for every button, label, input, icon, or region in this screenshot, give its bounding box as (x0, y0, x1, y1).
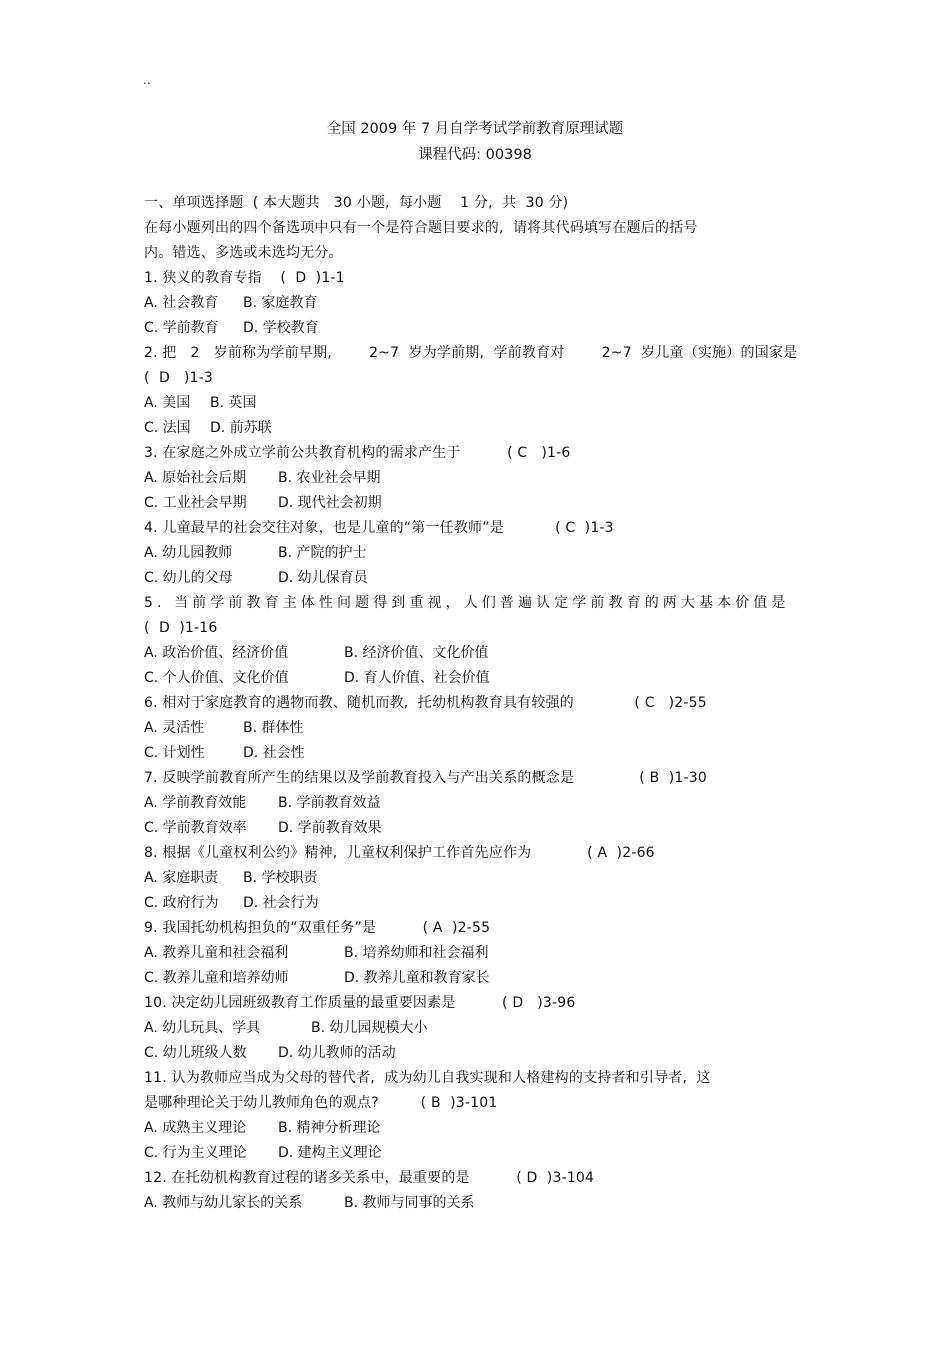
option-a: A. 幼儿园教师 (144, 545, 233, 561)
question-stem-cont: 是哪种理论关于幼儿教师角色的观点? ( B )3-101 (144, 1095, 498, 1111)
option-c: C. 幼儿的父母 (144, 570, 233, 586)
option-c: C. 工业社会早期 (144, 495, 247, 511)
option-a: A. 学前教育效能 (144, 795, 247, 811)
question-stem: 7. 反映学前教育所产生的结果以及学前教育投入与产出关系的概念是 ( B )1-30 (144, 770, 707, 786)
option-b: B. 经济价值、文化价值 (344, 645, 489, 661)
section-instructions: 在每小题列出的四个备选项中只有一个是符合题目要求的, 请将其代码填写在题后的括号 (144, 220, 698, 236)
question-stem: 6. 相对于家庭教育的遇物而教、随机而教, 托幼机构教育具有较强的 ( C )2-55 (144, 695, 707, 711)
option-d: D. 建构主义理论 (278, 1145, 382, 1161)
option-b: B. 农业社会早期 (278, 470, 381, 486)
option-a: A. 政治价值、经济价值 (144, 645, 289, 661)
option-b: B. 教师与同事的关系 (344, 1195, 475, 1211)
option-d: D. 学前教育效果 (278, 820, 382, 836)
option-a: A. 成熟主义理论 (144, 1120, 247, 1136)
question-stem-cont: ( D )1-16 (144, 620, 218, 636)
question-stem: 8. 根据《儿童权利公约》精神, 儿童权利保护工作首先应作为 ( A )2-66 (144, 845, 655, 861)
option-d: D. 学校教育 (243, 320, 319, 336)
option-a: A. 美国 (144, 395, 191, 411)
option-a: A. 原始社会后期 (144, 470, 247, 486)
option-b: B. 产院的护士 (278, 545, 367, 561)
option-a: A. 教师与幼儿家长的关系 (144, 1195, 303, 1211)
option-b: B. 家庭教育 (243, 295, 318, 311)
question-stem: 3. 在家庭之外成立学前公共教育机构的需求产生于 ( C )1-6 (144, 445, 571, 461)
option-a: A. 教养儿童和社会福利 (144, 945, 289, 961)
page-marker: .. (143, 73, 151, 87)
option-a: A. 社会教育 (144, 295, 219, 311)
option-c: C. 学前教育 (144, 320, 219, 336)
option-c: C. 法国 (144, 420, 191, 436)
option-d: D. 幼儿教师的活动 (278, 1045, 396, 1061)
option-d: D. 育人价值、社会价值 (344, 670, 490, 686)
option-d: D. 幼儿保育员 (278, 570, 368, 586)
question-stem: 4. 儿童最早的社会交往对象，也是儿童的“第一任教师”是 ( C )1-3 (144, 520, 614, 536)
option-c: C. 个人价值、文化价值 (144, 670, 289, 686)
option-d: D. 教养儿童和教育家长 (344, 970, 490, 986)
option-d: D. 社会行为 (243, 895, 319, 911)
question-stem: 9. 我国托幼机构担负的“双重任务”是 ( A )2-55 (144, 920, 491, 936)
option-b: B. 英国 (210, 395, 257, 411)
option-c: C. 教养儿童和培养幼师 (144, 970, 289, 986)
option-d: D. 社会性 (243, 745, 305, 761)
section-instructions-cont: 内。错选、多选或未选均无分。 (144, 245, 343, 261)
option-b: B. 精神分析理论 (278, 1120, 381, 1136)
question-stem: 1. 狭义的教育专指 ( D )1-1 (144, 270, 345, 286)
option-b: B. 学前教育效益 (278, 795, 381, 811)
question-stem: 12. 在托幼机构教育过程的诸多关系中，最重要的是 ( D )3-104 (144, 1170, 595, 1186)
option-b: B. 幼儿园规模大小 (311, 1020, 428, 1036)
question-stem-cont: ( D )1-3 (144, 370, 214, 386)
option-b: B. 学校职责 (243, 870, 318, 886)
option-c: C. 行为主义理论 (144, 1145, 247, 1161)
option-c: C. 学前教育效率 (144, 820, 247, 836)
option-b: B. 培养幼师和社会福利 (344, 945, 489, 961)
course-code: 课程代码: 00398 (418, 147, 532, 163)
question-stem: 10. 决定幼儿园班级教育工作质量的最重要因素是 ( D )3-96 (144, 995, 576, 1011)
question-stem: 11. 认为教师应当成为父母的替代者, 成为幼儿自我实现和人格建构的支持者和引导者, 这 (144, 1070, 711, 1086)
option-b: B. 群体性 (243, 720, 304, 736)
option-c: C. 幼儿班级人数 (144, 1045, 247, 1061)
option-a: A. 灵活性 (144, 720, 205, 736)
option-c: C. 计划性 (144, 745, 205, 761)
option-a: A. 幼儿玩具、学具 (144, 1020, 261, 1036)
option-c: C. 政府行为 (144, 895, 219, 911)
option-a: A. 家庭职责 (144, 870, 219, 886)
question-stem: 5. 当前学前教育主体性问题得到重视，人们普遍认定学前教育的两大基本价值是 (144, 595, 790, 611)
question-stem: 2. 把 2 岁前称为学前早期, 2~7 岁为学前期, 学前教育对 2~7 岁儿童（实施）的国家是 (144, 345, 798, 361)
option-d: D. 现代社会初期 (278, 495, 382, 511)
section-heading: 一、单项选择题 ( 本大题共 30 小题, 每小题 1 分, 共 30 分) (144, 195, 569, 211)
page-title: 全国 2009 年 7 月自学考试学前教育原理试题 (326, 121, 624, 137)
option-d: D. 前苏联 (210, 420, 272, 436)
